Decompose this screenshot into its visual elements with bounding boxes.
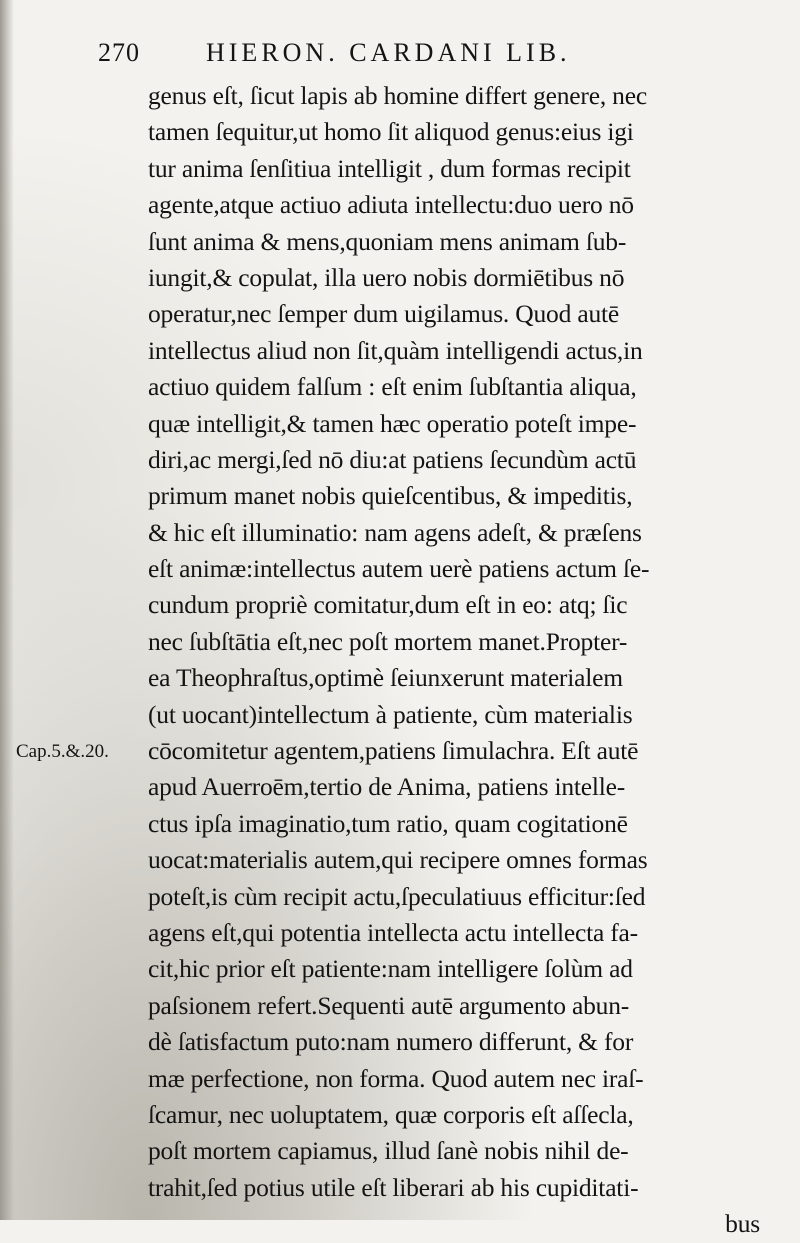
text-line: intellectus aliud non ſit,quàm intelligendi actus,in (148, 335, 643, 365)
catchword-line: bus (725, 1209, 760, 1239)
text-line: eſt animæ:intellectus autem uerè patiens actum ſe- (148, 554, 650, 584)
text-line: diri,ac mergi,ſed nō diu:at patiens ſecundùm actū (148, 444, 637, 474)
text-line: uocat:materialis autem,qui recipere omnes formas (148, 845, 648, 875)
text-line: primum manet nobis quieſcentibus, & impeditis, (148, 481, 633, 511)
text-line: mæ perfectione, non forma. Quod autem nec iraſ- (148, 1063, 644, 1093)
text-line: dè ſatisfactum puto:nam numero differunt, & for (148, 1027, 634, 1057)
text-line: (ut uocant)intellectum à patiente, cùm materialis (148, 699, 633, 729)
text-line: cundum propriè comitatur,dum eſt in eo: atq; ſic (148, 590, 628, 620)
text-line: apud Auerroēm,tertio de Anima, patiens intelle- (148, 772, 626, 802)
text-line: ctus ipſa imaginatio,tum ratio, quam cogitationē (148, 808, 628, 838)
text-line: agente,atque actiuo adiuta intellectu:duo uero nō (148, 190, 634, 220)
text-line: cit,hic prior eſt patiente:nam intelligere ſolùm ad (148, 954, 633, 984)
text-line: paſsionem refert.Sequenti autē argumento abun- (148, 990, 630, 1020)
text-line: genus eſt, ſicut lapis ab homine differt genere, nec (148, 81, 647, 110)
text-line: tamen ſequitur,ut homo ſit aliquod genus:eius igi (148, 117, 634, 147)
text-line: poteſt,is cùm recipit actu,ſpeculatiuus efficitur:ſed (148, 881, 646, 911)
page-number: 270 (98, 38, 140, 67)
text-line: ſcamur, nec uoluptatem, quæ corporis eſt aſſecla, (148, 1099, 634, 1129)
text-line: & hic eſt illuminatio: nam agens adeſt, & præſens (148, 517, 642, 547)
text-line: actiuo quidem falſum : eſt enim ſubſtantia aliqua, (148, 372, 637, 402)
text-line: agens eſt,qui potentia intellecta actu intellecta fa- (148, 917, 638, 947)
page-header (98, 38, 738, 74)
text-line: trahit,ſed potius utile eſt liberari ab his cupiditati- (148, 1172, 639, 1202)
text-line: cōcomitetur agentem,patiens ſimulachra. Eſt autē (148, 736, 639, 766)
text-line: ea Theophraſtus,optimè ſeiunxerunt materialem (148, 663, 623, 693)
text-line: nec ſubſtātia eſt,nec poſt mortem manet.Propter- (148, 626, 628, 656)
margin-note: Cap.5.&.20. (16, 741, 109, 762)
text-line: iungit,& copulat, illa uero nobis dormiētibus nō (148, 262, 625, 292)
text-line: tur anima ſenſitiua intelligit , dum formas recipit (148, 153, 631, 183)
text-line: operatur,nec ſemper dum uigilamus. Quod autē (148, 299, 619, 329)
text-line: quæ intelligit,& tamen hæc operatio poteſt impe- (148, 408, 637, 438)
text-line: poſt mortem capiamus, illud ſanè nobis nihil de- (148, 1136, 629, 1166)
running-head: HIERON. CARDANI LIB. (206, 38, 571, 67)
body-text (148, 78, 768, 1243)
text-line: ſunt anima & mens,quoniam mens animam ſub- (148, 226, 627, 256)
gutter-shadow (0, 0, 14, 1220)
